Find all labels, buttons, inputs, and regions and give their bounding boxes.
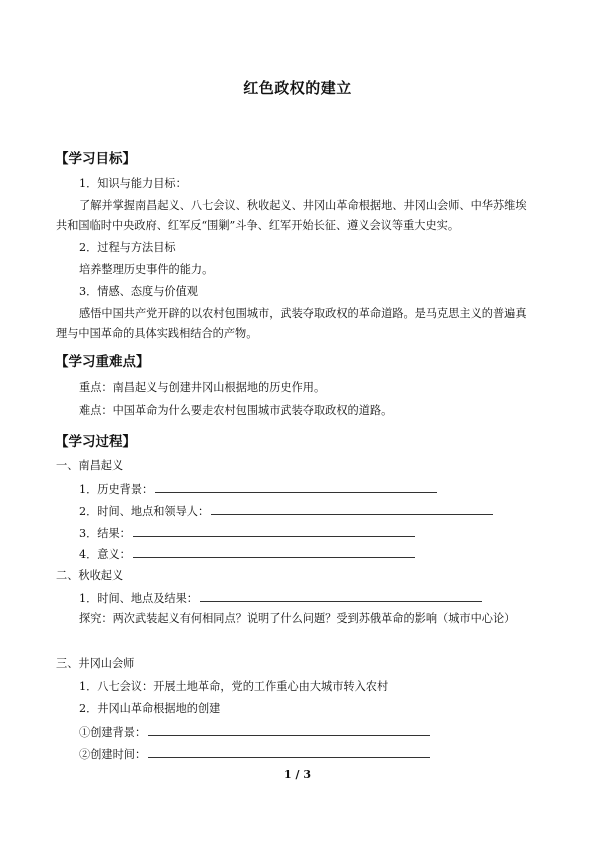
goal-item-2: 2．过程与方法目标 xyxy=(79,241,176,254)
goal-item-2-text: 培养整理历史事件的能力。 xyxy=(79,263,214,276)
process-section-1: 一、南昌起义 xyxy=(56,459,124,472)
page-number: 1 / 3 xyxy=(284,768,311,781)
answer-blank[interactable] xyxy=(148,724,430,736)
question-line xyxy=(79,746,430,763)
process-section-2: 二、秋收起义 xyxy=(56,569,124,582)
goal-item-1: 1．知识与能力目标： xyxy=(79,177,187,190)
question-label: 2．时间、地点和领导人： xyxy=(79,505,210,518)
question-label: 1．时间、地点及结果： xyxy=(79,592,198,605)
section-heading-goals: 【学习目标】 xyxy=(55,151,136,167)
key-point: 重点：南昌起义与创建井冈山根据地的历史作用。 xyxy=(79,381,326,394)
question-line xyxy=(79,546,415,563)
answer-blank[interactable] xyxy=(211,503,493,515)
section-heading-process: 【学习过程】 xyxy=(55,434,136,450)
process-section-3: 三、井冈山会师 xyxy=(56,657,135,670)
answer-blank[interactable] xyxy=(200,590,482,602)
answer-blank[interactable] xyxy=(133,546,415,558)
question-line xyxy=(79,481,437,498)
page-title: 红色政权的建立 xyxy=(243,79,352,97)
question-label: 3．结果： xyxy=(79,527,131,540)
question-line xyxy=(79,724,430,741)
question-line xyxy=(79,525,415,542)
question-line: 2．井冈山革命根据地的创建 xyxy=(79,702,221,715)
difficult-point: 难点：中国革命为什么要走农村包围城市武装夺取政权的道路。 xyxy=(79,404,393,417)
goal-item-3-text: 感悟中国共产党开辟的以农村包围城市，武装夺取政权的革命道路。是马克思主义的普遍真理与中国革命的具体实践相结合的产物。 xyxy=(56,307,527,340)
question-label: 4．意义： xyxy=(79,548,131,561)
explore-question: 探究：两次武装起义有何相同点？说明了什么问题？受到苏俄革命的影响（城市中心论） xyxy=(79,612,516,625)
answer-blank[interactable] xyxy=(155,481,437,493)
goal-item-1-text: 了解并掌握南昌起义、八七会议、秋收起义、井冈山革命根据地、井冈山会师、中华苏维埃共和国临时中央政府、红军反“围剿”斗争、红军开始长征、遵义会议等重大史实。 xyxy=(56,199,527,232)
question-line: 1．八七会议：开展土地革命，党的工作重心由大城市转入农村 xyxy=(79,680,389,693)
question-line xyxy=(79,503,493,520)
answer-blank[interactable] xyxy=(133,525,415,537)
question-line xyxy=(79,590,482,607)
answer-blank[interactable] xyxy=(148,746,430,758)
goal-item-3: 3．情感、态度与价值观 xyxy=(79,285,198,298)
section-heading-key-points: 【学习重难点】 xyxy=(55,354,150,370)
question-label: ②创建时间： xyxy=(79,748,147,761)
question-label: ①创建背景： xyxy=(79,726,147,739)
question-label: 1．历史背景： xyxy=(79,483,154,496)
